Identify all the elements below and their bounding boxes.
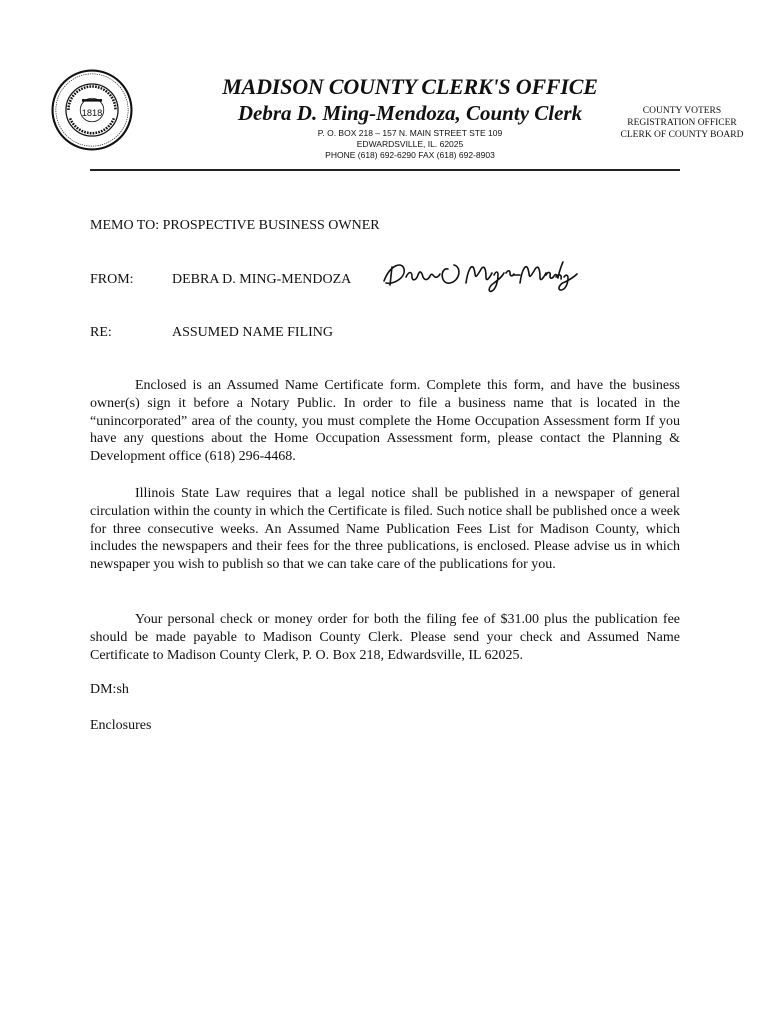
county-seal-icon	[50, 68, 134, 152]
clerk-roles	[606, 105, 758, 141]
clerk-name-subtitle: Debra D. Ming-Mendoza, County Clerk	[237, 101, 583, 125]
header-divider	[90, 169, 680, 171]
body-paragraph-2: Illinois State Law requires that a legal notice shall be published in a newspaper of general circulation within the county in which the Certificate is filed. Such notice shall be published once a week for three consecutive weeks. An Assumed Name Publication Fees List for Madison County, which includes the newspapers and their fees for the three publications, is enclosed. Please advise us in which newspaper you wish to publish so that we can take care of the publications for you.	[90, 486, 680, 573]
body-paragraph-1: Enclosed is an Assumed Name Certificate form. Complete this form, and have the business owner(s) sign it before a Notary Public. In order to file a business name that is located in the “unincorporated” area of the county, you must complete the Home Occupation Assessment form If you have any questions about the Home Occupation Assessment form, please contact the Planning & Development office (618) 296-4468.	[90, 378, 680, 465]
from-value: DEBRA D. MING-MENDOZA	[172, 272, 352, 287]
role-item: COUNTY VOTERS	[642, 106, 722, 116]
memo-to-line: MEMO TO: PROSPECTIVE BUSINESS OWNER	[90, 218, 380, 233]
address-line-1: P. O. BOX 218 – 157 N. MAIN STREET STE 109	[317, 128, 503, 138]
re-value: ASSUMED NAME FILING	[172, 325, 334, 340]
from-label: FROM:	[90, 272, 134, 287]
role-item: CLERK OF COUNTY BOARD	[620, 130, 744, 140]
address-line-2: EDWARDSVILLE, IL. 62025	[356, 139, 464, 149]
phone-fax-line: PHONE (618) 692-6290 FAX (618) 692-8903	[325, 150, 495, 160]
initials: DM:sh	[90, 682, 129, 697]
re-label: RE:	[90, 325, 112, 340]
role-item: REGISTRATION OFFICER	[627, 118, 737, 128]
office-title: MADISON COUNTY CLERK'S OFFICE	[222, 74, 598, 99]
svg-text:1818: 1818	[81, 107, 103, 118]
enclosures-note: Enclosures	[90, 718, 152, 733]
body-paragraph-3: Your personal check or money order for both the filing fee of $31.00 plus the publication fee should be made payable to Madison County Clerk. Please send your check and Assumed Name Certificate to Madison County Clerk, P. O. Box 218, Edwardsville, IL 62025.	[90, 612, 680, 663]
signature-image	[380, 255, 585, 297]
